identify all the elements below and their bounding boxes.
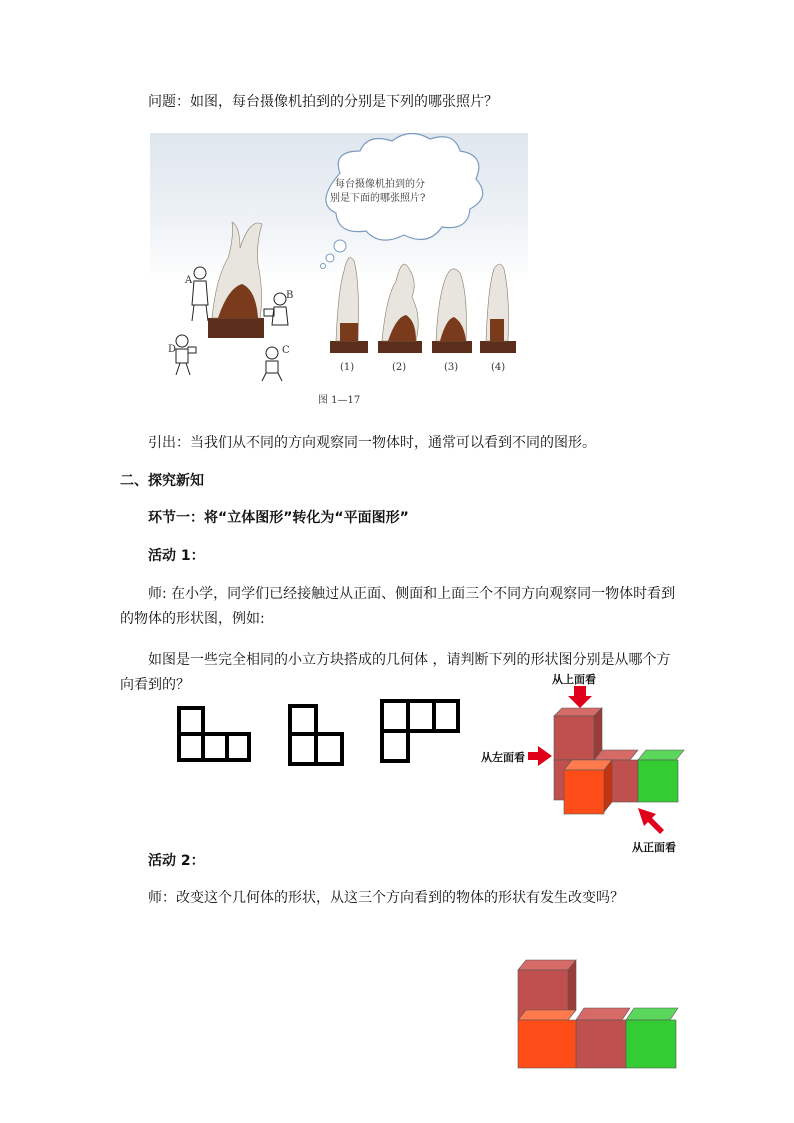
photo-3-icon — [432, 269, 472, 353]
statue-icon — [208, 222, 264, 338]
cube-bottom-middle — [576, 1008, 630, 1068]
figure-illustration — [150, 133, 528, 383]
photo-label-1: (1) — [340, 362, 355, 373]
bubble-text-line-2: 别是下面的哪张照片? — [330, 193, 426, 204]
step-heading: 环节一：将“立体图形”转化为“平面图形” — [148, 510, 409, 526]
cube-structure-1 — [470, 672, 700, 862]
camera-operator-b-icon — [264, 293, 288, 325]
photo-1-icon — [330, 258, 368, 353]
cube-green — [626, 1008, 678, 1068]
bubble-dot-icon — [326, 254, 334, 262]
camera-label-b: B — [286, 290, 294, 301]
photo-label-2: (2) — [392, 362, 407, 373]
front-view-arrow-icon — [638, 808, 664, 834]
question-text: 问题：如图，每台摄像机拍到的分别是下列的哪张照片？ — [148, 94, 498, 110]
activity-1-heading: 活动 1： — [148, 548, 205, 564]
cube-front-red — [518, 1010, 576, 1068]
camera-operator-d-icon — [176, 335, 196, 375]
figure-caption: 图 1—17 — [318, 395, 361, 406]
activity-1-teacher-line-1: 师: 在小学，同学们已经接触过从正面、侧面和上面三个不同方向观察同一物体时看到 — [148, 586, 676, 602]
photo-4-icon — [480, 264, 516, 353]
camera-statue-figure — [150, 133, 528, 383]
view-shape-2 — [287, 703, 347, 767]
camera-operator-a-icon — [192, 267, 208, 321]
front-view-label: 从正面看 — [632, 841, 676, 854]
cube-green — [638, 750, 684, 802]
photo-label-3: (3) — [444, 362, 459, 373]
bubble-dot-icon — [334, 240, 346, 252]
top-view-label: 从上面看 — [552, 673, 596, 686]
view-shape-3 — [379, 698, 463, 764]
activity-2-heading: 活动 2： — [148, 853, 205, 869]
left-view-arrow-icon — [528, 746, 552, 766]
bubble-text-line-1: 每台摄像机拍到的分 — [335, 179, 425, 190]
intro-text: 引出：当我们从不同的方向观察同一物体时，通常可以看到不同的图形。 — [148, 435, 596, 451]
photo-2-icon — [378, 264, 422, 353]
top-view-arrow-icon — [568, 686, 592, 708]
cube-top — [554, 708, 602, 760]
left-view-label: 从左面看 — [481, 751, 525, 764]
camera-label-a: A — [185, 275, 193, 286]
bubble-dot-icon — [321, 264, 326, 269]
camera-label-d: D — [168, 344, 177, 355]
view-shape-1 — [177, 704, 253, 764]
camera-operator-c-icon — [262, 347, 282, 381]
activity-1-prompt-line-2: 向看到的？ — [120, 677, 190, 693]
cube-structure-2 — [510, 956, 685, 1074]
activity-1-teacher-line-2: 的物体的形状图，例如: — [120, 611, 265, 627]
section-heading: 二、探究新知 — [120, 473, 204, 489]
activity-1-prompt-line-1: 如图是一些完全相同的小立方块搭成的几何体 ，请判断下列的形状图分别是从哪个方 — [148, 652, 671, 668]
photo-label-4: (4) — [491, 362, 506, 373]
camera-label-c: C — [282, 345, 290, 356]
cube-front-red — [564, 760, 612, 814]
activity-2-teacher-line: 师：改变这个几何体的形状，从这三个方向看到的物体的形状有发生改变吗？ — [148, 890, 624, 906]
